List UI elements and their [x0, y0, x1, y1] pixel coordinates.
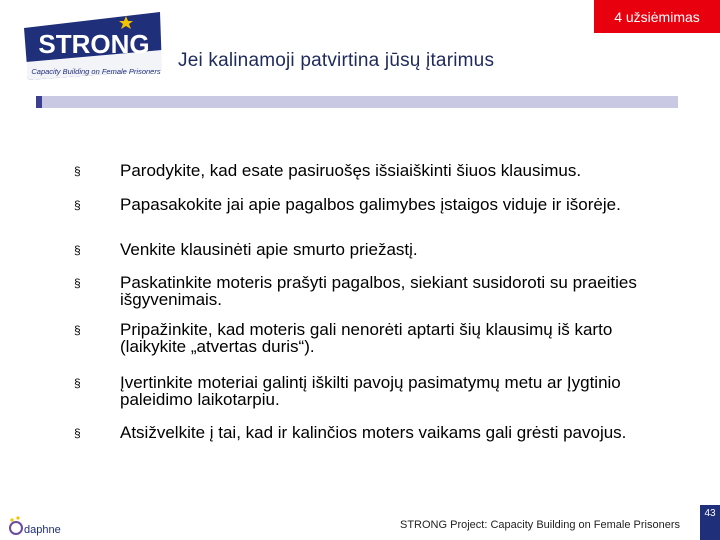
bullet-icon: § — [74, 376, 81, 390]
logo-wordmark: STRONG — [38, 29, 150, 59]
bullet-icon: § — [74, 426, 81, 440]
bullet-icon: § — [74, 243, 81, 257]
daphne-wordmark: daphne — [24, 524, 61, 536]
title-rule — [36, 96, 678, 108]
session-tag: 4 užsiėmimas — [594, 0, 720, 33]
daphne-logo — [6, 512, 64, 540]
page-number: 43 — [700, 505, 720, 540]
bullet-icon: § — [74, 198, 81, 212]
bullet-icon: § — [74, 164, 81, 178]
slide-title: Jei kalinamoji patvirtina jūsų įtarimus — [178, 50, 495, 71]
strong-logo — [20, 10, 168, 85]
bullet-icon: § — [74, 323, 81, 337]
logo-tagline: Capacity Building on Female Prisoners — [31, 67, 161, 76]
footer-text: STRONG Project: Capacity Building on Female Prisoners — [400, 519, 680, 531]
bullet-icon: § — [74, 276, 81, 290]
